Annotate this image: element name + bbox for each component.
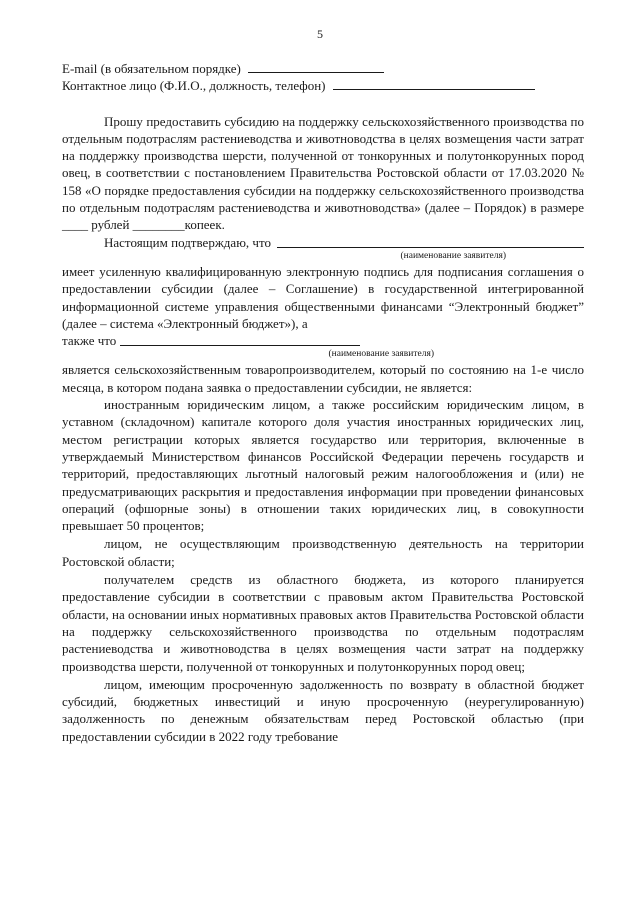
email-field-line bbox=[62, 60, 584, 77]
list-item: лицом, имеющим просроченную задолженность по возврату в областной бюджет субсидий, бюджетных инвестиций и иную просроченную (неурегулированную) задолженность по денежным обязательствам перед Ростовской областью (при предоставлении субсидии в 2022 году требование bbox=[62, 676, 584, 744]
applicant-name-fill-2[interactable] bbox=[120, 333, 360, 346]
email-fill-line[interactable] bbox=[248, 60, 384, 73]
status-paragraph: является сельскохозяйственным товаропроизводителем, который по состоянию на 1-е число месяца, в котором подана заявка о предоставлении субсидии, не является: bbox=[62, 362, 584, 395]
confirm-line bbox=[62, 234, 584, 251]
applicant-caption: (наименование заявителя) bbox=[400, 250, 506, 261]
document-body bbox=[62, 60, 584, 746]
page-number: 5 bbox=[317, 27, 323, 41]
contact-field-line bbox=[62, 77, 584, 94]
request-paragraph: Прошу предоставить субсидию на поддержку сельскохозяйственного производства по отдельным подотраслям растениеводства и животноводства в целях возмещения части затрат на поддержку производства шерсти, полученной от тонкорунных и полутонкорунных пород овец, в соответствии с постановлением Правительства Ростовской области от 17.03.2020 № 158 «О порядке предоставления субсидии на поддержку сельскохозяйственного производства по отдельным подотраслям растениеводства и животноводства» (далее – Порядок) в размере ____ рублей ________копеек. bbox=[62, 113, 584, 233]
list-item: получателем средств из областного бюджета, из которого планируется предоставление субсидии в соответствии с правовым актом Правительства Ростовской области, на основании иных нормативных правовых актов Правительства Ростовской области на поддержку сельскохозяйственного производства по отдельным подотраслям растениеводства и животноводства в целях возмещения части затрат на поддержку производства шерсти, полученной от тонкорунных и полутонкорунных пород овец; bbox=[62, 572, 584, 674]
applicant-caption-2: (наименование заявителя) bbox=[328, 349, 434, 360]
applicant-name-fill[interactable] bbox=[277, 235, 584, 248]
confirm-body: имеет усиленную квалифицированную электронную подпись для подписания соглашения о предоставлении субсидии (далее – Соглашение) в государственной интегрированной информационной системе управления общественными финансами “Электронный бюджет” (далее – система «Электронный бюджет»), а bbox=[62, 263, 584, 331]
also-label: также что bbox=[62, 333, 117, 349]
list-item: иностранным юридическим лицом, а также российским юридическим лицом, в уставном (складочном) капитале которого доля участия иностранных юридических лиц, местом регистрации которых является государство или территория, включенные в утверждаемый Министерством финансов Российской Федерации перечень государств и территорий, предоставляющих льготный налоговый режим налогообложения и (или) не предусматривающих раскрытия и предоставления информации при проведении финансовых операций (офшорные зоны) в отношении таких юридических лиц, в совокупности превышает 50 процентов; bbox=[62, 397, 584, 534]
spacer bbox=[62, 95, 584, 113]
contact-fill-line[interactable] bbox=[333, 77, 535, 90]
contact-label: Контактное лицо (Ф.И.О., должность, телефон) bbox=[62, 78, 326, 94]
also-line bbox=[62, 332, 584, 349]
confirm-label: Настоящим подтверждаю, что bbox=[104, 234, 271, 250]
email-label: E-mail (в обязательном порядке) bbox=[62, 61, 241, 76]
list-item: лицом, не осуществляющим производственную деятельность на территории Ростовской области; bbox=[62, 536, 584, 569]
